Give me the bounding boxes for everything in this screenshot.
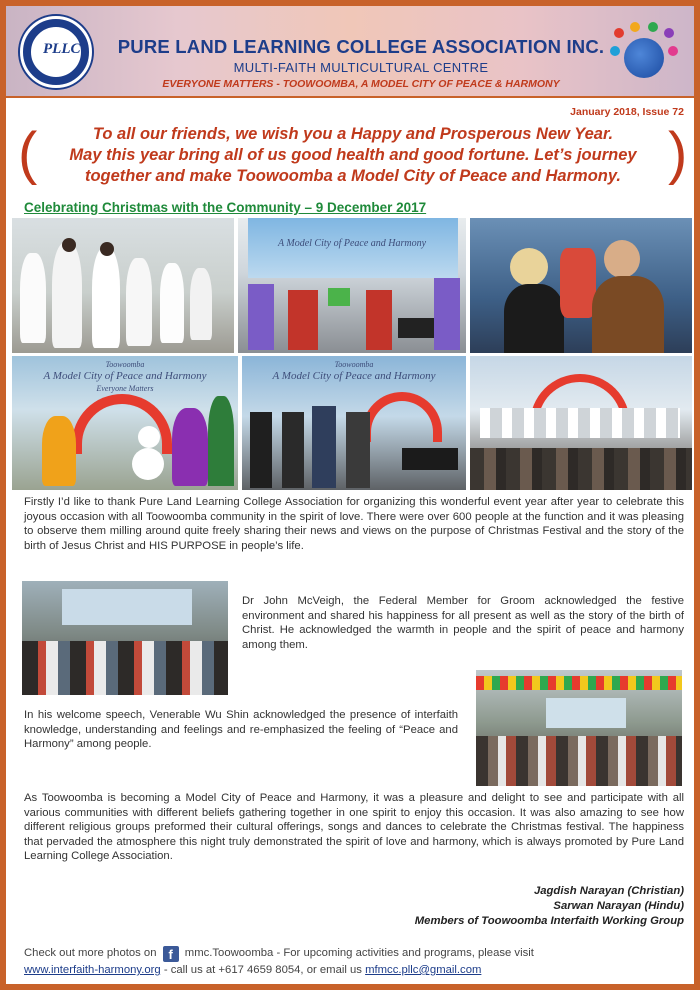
photo-band: Toowoomba A Model City of Peace and Harmony (242, 356, 466, 490)
pllc-logo: PLLC (20, 16, 92, 88)
open-paren: ( (18, 121, 38, 186)
footer-line-1: Check out more photos on f mmc.Toowoomba - For upcoming activities and programs, please visit (24, 947, 534, 962)
email-link[interactable]: mfmcc.pllc@gmail.com (365, 964, 482, 976)
facebook-icon[interactable]: f (163, 946, 179, 962)
photo-choir-banner: A Model City of Peace and Harmony (238, 218, 466, 353)
photo-audience-tables (22, 581, 228, 695)
paragraph-thanks: Firstly I’d like to thank Pure Land Learning College Association for organizing this wonderful event year after year to celebrate this joyous occasion with all Toowoomba community in the spirit of love. There were over 600 people at the function and it was pleasing to observe them milling around quite freely sharing their news and views on the purpose of Christmas Festival and the story of the birth of Jesus Christ and HIS PURPOSE in people’s life. (24, 496, 684, 552)
issue-label: January 2018, Issue 72 (570, 106, 684, 118)
photo-gift-exchange (470, 218, 692, 353)
paragraph-mcveigh: Dr John McVeigh, the Federal Member for Groom acknowledged the festive environment and shared his happiness for all present as well as the story of the birth of Christ. He acknowledged the warmth in people and the spirit of peace and harmony among them. (242, 595, 684, 651)
organization-subtitle: MULTI-FAITH MULTICULTURAL CENTRE (233, 60, 489, 75)
website-link[interactable]: www.interfaith-harmony.org (24, 964, 161, 976)
section-title: Celebrating Christmas with the Community – 9 December 2017 (24, 200, 427, 215)
organization-title: PURE LAND LEARNING COLLEGE ASSOCIATION INC. (117, 36, 605, 57)
paragraph-model-city: As Toowoomba is becoming a Model City of Peace and Harmony, it was a pleasure and delight to see and participate with all various communities with different beliefs gathering together in one spirit to enjoy this occasion. It was also amazing to see how different religious groups preformed their cultural offerings, songs and dances to celebrate the Christmas festival. The happiness that pervaded the atmosphere this night truly demonstrated the spirit of love and harmony, which is always promoted by Pure Land Learning College Association. (24, 792, 684, 863)
close-paren: ) (668, 121, 688, 186)
photo-hall-audience (476, 670, 682, 786)
footer-line-2: www.interfaith-harmony.org - call us at +617 4659 8054, or email us mfmcc.pllc@gmail.com (24, 964, 482, 976)
photo-dancers-snowman: Toowoomba A Model City of Peace and Harmony Everyone Matters (12, 356, 238, 490)
new-year-greeting: To all our friends, we wish you a Happy and Prosperous New Year. May this year bring all of us good health and good fortune. Let’s journey together and make Toowoomba a Model City of Peace and Harmony. (69, 125, 637, 185)
signature-block: Jagdish Narayan (Christian) Sarwan Narayan (Hindu) Members of Toowoomba Interfaith Working Group (414, 885, 684, 927)
masthead (6, 6, 694, 98)
harmony-globe-logo (610, 20, 678, 88)
photo-stage-performance (470, 356, 692, 490)
photo-children-choir (12, 218, 234, 353)
organization-tagline: EVERYONE MATTERS - TOOWOOMBA, A MODEL CITY OF PEACE & HARMONY (162, 78, 560, 90)
paragraph-wu-shin: In his welcome speech, Venerable Wu Shin acknowledged the presence of interfaith knowledge, understanding and feelings and re-emphasized the feeling of “Peace and Harmony” among people. (24, 709, 458, 751)
